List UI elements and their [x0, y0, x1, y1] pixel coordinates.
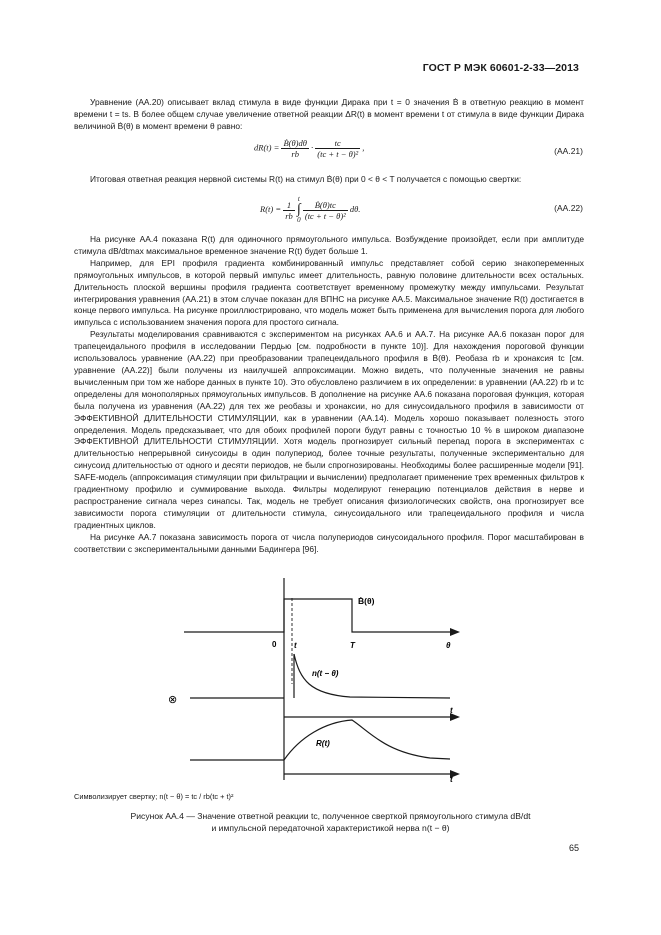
figure-caption [0, 810, 661, 834]
eq22-int-upper: t [297, 195, 300, 203]
document-header: ГОСТ Р МЭК 60601-2-33—2013 [422, 62, 579, 74]
eq21-dot: · [311, 142, 314, 153]
eq21-end: , [362, 142, 365, 153]
paragraph-intro [74, 97, 584, 133]
eq22-main-fraction [303, 200, 348, 221]
paragraph-convolution [74, 174, 584, 186]
page-number: 65 [568, 843, 579, 853]
equation-aa21 [0, 138, 661, 168]
eq22-lhs: R(t) = [260, 203, 282, 214]
label-t-axis2: t [450, 706, 453, 715]
convolution-note: Символизирует свертку; n(t − θ) = tc / rb(tc + t)² [74, 792, 234, 801]
label-T: T [350, 641, 355, 650]
eq22-numerator: Ḃ(θ)tc [303, 200, 348, 211]
paragraph-figure-aa7: На рисунке АА.7 показана зависимость порога от числа полупериодов синусоидального профиля. Порог масштабирован в соответствии с экспериментальными данными Бадингера [96]. [74, 531, 584, 554]
eq22-coef-numerator: 1 [283, 200, 295, 211]
caption-line-1: Рисунок АА.4 — Значение ответной реакции tc, полученное сверткой прямоугольного стимула dB/dt [130, 811, 531, 821]
label-zero: 0 [272, 640, 277, 649]
eq21-lhs: dR(t) = [254, 142, 280, 153]
response-curve [284, 720, 450, 760]
paragraph-dirac: Уравнение (АА.20) описывает вклад стимула в виде функции Дирака при t = 0 значения Ḃ в ответную реакцию в момент времени t = ts. В более общем случае увеличение ответной реакции ΔR(t) в момент времени t от стимула в виде функции Дирака величиной Ḃ(θ) в момент времени θ равно: [74, 97, 584, 131]
eq21-left-denominator: rb [291, 149, 299, 159]
label-t: t [294, 641, 297, 650]
eq21-right-denominator: (tc + t − θ)² [317, 149, 359, 159]
eq22-number: (AA.22) [554, 203, 583, 213]
eq21-left-numerator: Ḃ(θ)dθ [283, 138, 307, 148]
label-R-t: R(t) [316, 739, 330, 748]
label-n-t-theta: n(t − θ) [312, 669, 339, 678]
eq22-end: dθ. [349, 203, 361, 214]
paragraph-results: Результаты моделирования сравниваются с экспериментом на рисунках АА.6 и АА.7. На рисунке АА.6 показан порог для трапецеидального профиля в исследовании Пердью [см. подробности в пункте 10)]. Для нахождения пороговой функции использовалось уравнение (АА.22) при преобразовании трапецеидального профиля в Ḃ(θ). Реобаза rb и хронаксия tc [см. уравнение (АА.22)] были получены из наилучшей аппроксимации. Можно видеть, что полученные значения не равны вычисленным при том же наборе данных в пункте 10). Это обусловлено различием в их определении: в уравнении (АА.22) rb и tc определены для монополярных прямоугольных импульсов. В дополнение на рисунке АА.6 показана пороговая функция, которая была получена из уравнения (АА.22) для тех же реобазы и хронаксии, но для синусоидального профиля в зависимости от ЭФФЕКТИВНОЙ ДЛИТЕЛЬНОСТИ СТИМУЛЯЦИИ, как в уравнении (АА.14). Модель хорошо показывает полезность этого определения. Модель предсказывает, что для обоих профилей пороги будут равны с точностью 10 % в широком диапазоне ЭФФЕКТИВНОЙ ДЛИТЕЛЬНОСТИ СТИМУЛЯЦИИ. Хотя модель прогнозирует сильный перепад порога в экспериментах с длительностью непрерывной синусоиды в один полупериод, более точные результаты, полученные экспериментально для синусоид длительностью от одного и десяти периодов, не были спрогнозированы. Необходимы более расширенные модели [91]. SAFE-модель (аппроксимация стимуляции при фильтрации и вычислении) предполагает применение трех временных фильтров к градиентному профилю и суммирование выхода. Фильтры моделируют генерацию потенциалов действия в нерве и распространение сигнала через синапсы. Так, модель не требует описания физиологических свойств, она прогнозирует все зависимости порога стимуляции от длительности стимула, синусоидального или трапецеидального профиля и числа градиентных циклов. [74, 329, 584, 530]
convolution-symbol: ⊗ [168, 694, 178, 706]
label-theta: θ [446, 641, 451, 650]
paragraph-convolution-text: Итоговая ответная реакция нервной системы R(t) на стимул Ḃ(θ) при 0 < θ < T получается с помощью свертки: [90, 174, 522, 184]
eq21-expression [254, 138, 364, 159]
paragraph-epi: Например, для EPI профиля градиента комбинированный импульс представляет собой серию знакопеременных прямоугольных импульсов, в которой первый импульс имеет длительность, равную половине длительности всех остальных. Длительность плоской вершины профиля градиента соответствует временному промежутку между импульсами. Результат интегрирования уравнения (АА.21) в этом случае показан для ВПНС на рисунке АА.5. Максимальное значение R(t) достигается в конце первого импульса. На рисунке проиллюстрировано, что модель может быть применена для вычисления порога для любого импульса с использованием значения порога для простого сигнала. [74, 257, 584, 328]
paragraph-figure-aa4: На рисунке АА.4 показана R(t) для одиночного прямоугольного импульса. Возбуждение произойдет, если при амплитуде стимула dB/dtmax максимальное временное значение R(t) будет больше 1. [74, 234, 584, 256]
eq21-right-fraction [315, 138, 360, 159]
axis1-arrow [450, 628, 460, 636]
eq22-coef-denominator: rb [285, 210, 293, 221]
eq22-coefficient [283, 200, 295, 221]
caption-line-2: и импульсной передаточной характеристикой нерва n(t − θ) [211, 823, 450, 833]
stimulus-pulse [184, 599, 450, 632]
figure-aa4 [160, 572, 480, 784]
eq22-int-lower: 0 [297, 216, 301, 224]
eq22-integral [297, 195, 301, 225]
eq22-denominator: (tc + t − θ)² [304, 210, 346, 221]
label-t-axis3: t [450, 775, 453, 784]
equation-aa22 [0, 193, 661, 229]
label-bdot-theta: Ḃ(θ) [358, 596, 375, 606]
eq21-left-fraction [281, 138, 308, 159]
eq21-number: (AA.21) [554, 146, 583, 156]
eq22-expression [260, 195, 360, 225]
body-text [74, 234, 584, 555]
eq21-right-numerator: tc [315, 138, 360, 149]
eq22-int-sign: ∫ [296, 202, 301, 217]
